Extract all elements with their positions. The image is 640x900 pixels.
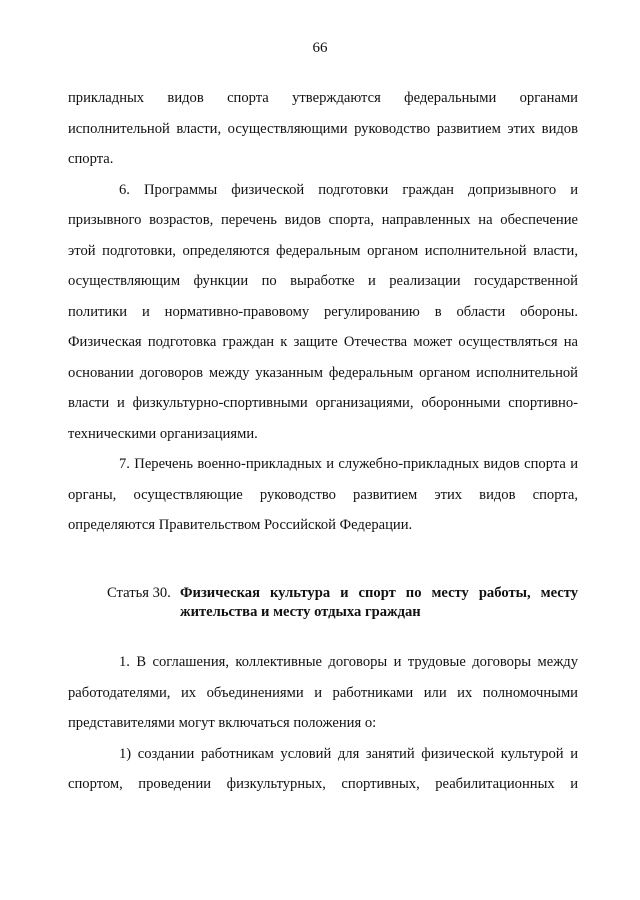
page-number: 66 — [312, 40, 328, 56]
article-heading — [107, 584, 578, 622]
article-number: Статья 30. — [107, 585, 171, 601]
paragraph-article-30-1-1: 1) создании работникам условий для занятий физической культурой и спортом, проведении физкультурных, спортивных, реабилитационных и — [68, 745, 578, 792]
body-text-top — [68, 83, 578, 541]
paragraph-7: 7. Перечень военно-прикладных и служебно-прикладных видов спорта и органы, осуществляющие руководство развитием этих видов спорта, определяются Правительством Российской Федерации. — [68, 456, 578, 533]
paragraph-6: 6. Программы физической подготовки граждан допризывного и призывного возрастов, перечень видов спорта, направленных на обеспечение этой подготовки, определяются федеральным органом исполнительной власти, осуществляющим функции по выработке и реализации государственной политики и нормативно-правовому регулированию в области обороны. Физическая подготовка граждан к защите Отечества может осуществляться на основании договоров между указанным федеральным органом исполнительной власти и физкультурно-спортивными организациями, оборонными спортивно-техническими организациями. — [68, 181, 578, 442]
paragraph-continuation: прикладных видов спорта утверждаются федеральными органами исполнительной власти, осуществляющими руководство развитием этих видов спорта. — [68, 90, 578, 167]
paragraph-article-30-1: 1. В соглашения, коллективные договоры и трудовые договоры между работодателями, их объединениями и работниками или их полномочными представителями могут включаться положения о: — [68, 654, 578, 731]
article-title: Физическая культура и спорт по месту работы, месту жительства и месту отдыха граждан — [180, 585, 578, 620]
body-text-bottom — [68, 647, 578, 800]
